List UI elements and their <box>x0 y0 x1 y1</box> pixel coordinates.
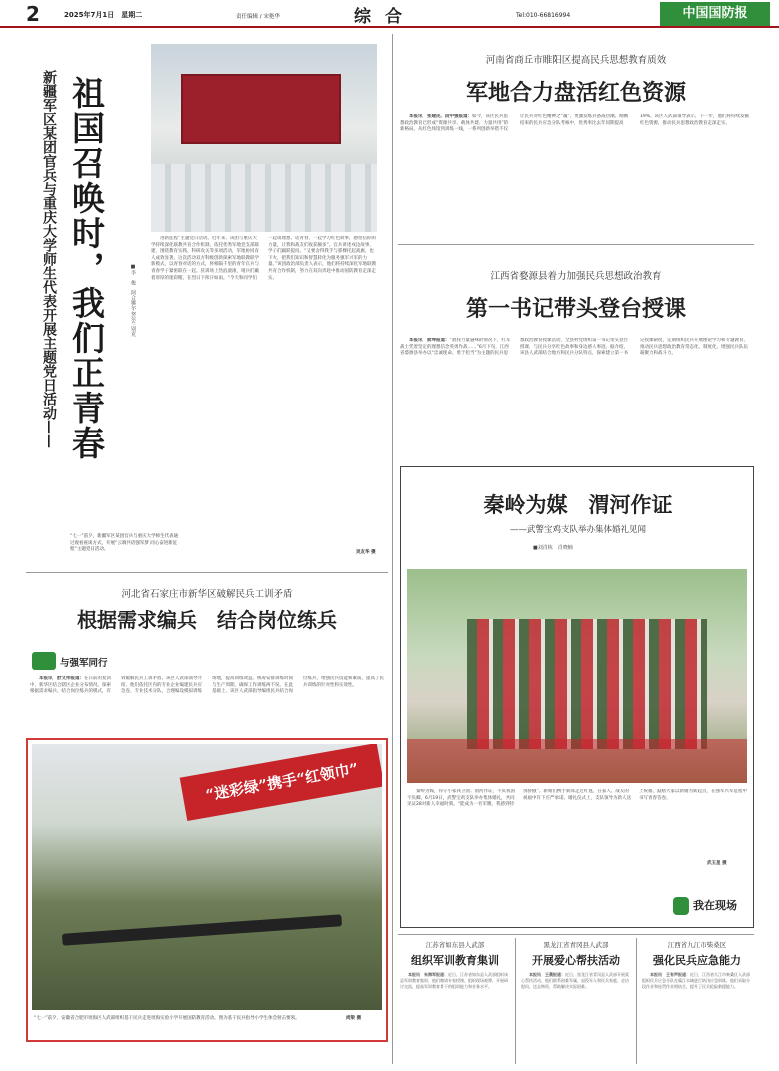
hdivider-3 <box>398 934 754 935</box>
brief-0 <box>398 938 512 1064</box>
article-left-3 <box>26 574 388 734</box>
lead-headline: 祖国召唤时，我们正青春 <box>67 76 106 461</box>
brief-2 <box>640 938 754 1064</box>
stage-screen <box>181 74 341 144</box>
brief-1 <box>519 938 633 1064</box>
article-left-3-body <box>30 676 386 734</box>
badge-logo-icon <box>32 652 56 670</box>
article-left-3-headline: 根据需求编兵 结合岗位练兵 <box>77 608 337 632</box>
photo-left-4-credit: 尚梁 摄 <box>346 1016 362 1021</box>
photo-story-box <box>26 738 388 1042</box>
couples-group <box>467 619 707 749</box>
article-right-1-text: 如今，该区民兵思想政治教育已形成“资源共享、载体共建、力量共用”的新格局。从红色场馆到训练一线，一系列创新举措不仅让民兵对红色精神之“魂”、更激发练兵备战热潮。刚刚结束的民兵应急分队考核中，优秀率比去年同期提高19%。该区人武部领导表示，下一步，他们将持续发掘红色资源，推动民兵思想政治教育走深走实。 <box>400 114 749 133</box>
training-photo <box>32 744 382 1010</box>
page-number: 2 <box>26 2 40 26</box>
article-right-1 <box>398 34 754 244</box>
vdivider-b2 <box>636 938 637 1064</box>
brief-1-body <box>521 972 631 1062</box>
article-right-1-byline: 本报讯 张建民、段中强报道： <box>409 114 472 119</box>
lead-photo-credit: 吴友华 摄 <box>356 550 376 555</box>
corner-badge <box>667 891 753 921</box>
brief-2-text: 近日，江西省九江市柴桑区人武部组织民兵应急分队在赣江水域进行防汛应急训练，他们采取分段作业和连贯作业相结合，提升了民兵抢险救援能力。 <box>642 972 750 989</box>
brief-0-body <box>400 972 510 1062</box>
photo-banner <box>180 744 382 821</box>
vdivider-b1 <box>515 938 516 1064</box>
issue-date: 2025年7月1日 星期二 <box>64 11 143 19</box>
article-right-2-kicker: 江西省婺源县着力加强民兵思想政治教育 <box>490 271 662 282</box>
article-left-3-byline: 本报讯 舒文伟报道： <box>39 676 84 681</box>
lead-body: 进新征程”主题党日活动。近年来，该团与重庆大学持续深化联教共育合作机制，依托优秀军地党支部联建，围绕教育实践、科研攻关等多项活动，军地协同育人成效显著。这次活动双方科级创新探索军地联教联学新模式，以青春对话的方式，将相隔千里的青年官兵与青春学子紧密联在一起。驻训场上热浪滚滚，哨兵们戴着厚厚的迷彩帽，在烈日下挥汗如雨。“今天和同学们一起谈理想、话青春，一起学习红色故事，感悟信仰的力量，让我和战友们收获颇多”。官兵讲述戍边故事，学子们踊跃提问。“又要舍得我手与那棵托起战旗，也下火，把我们知识和智慧转化为服务强军兴军的力量。”该团政治部负责人表示，他们将持续深化军地联教共育合作机制，努力在双向奔赴中推动国防教育走深走实。 <box>151 236 377 281</box>
article-left-3-kicker: 河北省石家庄市新华区破解民兵工训矛盾 <box>121 589 293 600</box>
feature-headline: 秦岭为媒 渭河作证 <box>483 492 673 517</box>
badge-label: 与强军同行 <box>60 658 108 669</box>
feature-body: 秦岭为媒，你守小家我卫国；渭河作证，不负我国不负卿。6月19日，武警宝鸡支队举办集体婚礼，共同见证28对新人幸福时刻。“能成为一名军嫂，我感到特别骄傲”。新娘们携手新郎走过红毯，在家人、战友的祝福中许下庄严承诺。婚礼仪式上，支队领导为新人送上祝福，鼓励大家以新婚为新起点，在强军兴军征程中书写青春答卷。 <box>407 789 747 808</box>
article-left-3-text: 在日前的复训中，新华区结合辖区企业分布情况，探索根据需求编兵、结合岗位练兵的模式，有效破解民兵工训矛盾。该区人武部领导介绍，他们依托区内的专业企业编建民兵应急连、专业技术分队，合理编设模拟训练场地，提高训练效益。统筹安排训练时间与生产周期，确保工作训练两不误。在此基础上，该区人武部指导编组民兵结合岗位练兵，增强民兵技能和素质，提高了民兵训练的针对性和实效性。 <box>30 676 384 695</box>
article-right-1-kicker: 河南省商丘市睢阳区提高民兵思想教育质效 <box>485 55 667 66</box>
brief-2-byline: 本报讯 王有声报道： <box>650 972 690 977</box>
rifle-shape <box>62 914 342 946</box>
hdivider-1 <box>398 244 754 245</box>
phone-number: Tel:010-66816994 <box>516 12 571 19</box>
article-right-2-headline: 第一书记带头登台授课 <box>465 296 686 322</box>
brief-1-byline: 本报讯 王晨报道： <box>529 972 565 977</box>
article-right-1-headline: 军地合力盘活红色资源 <box>465 80 686 106</box>
red-carpet <box>407 739 747 783</box>
feature-photo <box>407 569 747 783</box>
photo-left-4-caption: “七一”前夕，安徽省合肥市瑶海区人武部组织基干民兵走进瑶海实验小学开展国防教育活动。图为基干民兵指导小学生体会射击要领。 <box>34 1016 300 1021</box>
feature-subtitle: ——武警宝鸡支队举办集体婚礼见闻 <box>509 525 646 535</box>
editor-credit: 责任编辑 / 宋艳华 <box>236 14 280 20</box>
lead-photo <box>151 44 377 232</box>
article-right-1-body <box>400 114 752 254</box>
brief-2-kicker: 江西省九江市柴桑区 <box>667 941 727 949</box>
hdivider-2 <box>26 572 388 573</box>
article-right-2-byline: 本报讯 俞坤报道： <box>409 338 450 343</box>
brief-1-text: 近日，黑龙江省青冈县人武部开展爱心帮扶活动，他们联系困难军属、退役军人和民兵家庭，走访慰问、送去物资，帮助解决实际困难。 <box>521 972 629 989</box>
lead-side-title: 新疆军区某团官兵与重庆大学师生代表开展主题党日活动—— <box>41 70 57 448</box>
brief-2-headline: 强化民兵应急能力 <box>653 954 741 967</box>
lead-byline: ■李 俊 阿合娜尔·努尔兰别克 <box>130 264 136 337</box>
badge-icon <box>673 897 689 915</box>
newspaper-logo: 中国国防报 <box>660 2 770 26</box>
brief-0-byline: 本报讯 朱海军报道： <box>408 972 448 977</box>
article-left-3-badge <box>32 650 116 672</box>
brief-0-text: 近日，江苏省如东县人武部组织该县军训教育集训，他们邀请专家授课、组织现场观摩、开展研讨交流，提高军训教育骨干的组训能力和业务水平。 <box>400 972 508 989</box>
column-divider <box>392 34 393 1064</box>
lead-article <box>26 36 388 566</box>
article-right-2 <box>398 250 754 460</box>
feature-photo-credit: 武玉星 摄 <box>707 861 727 866</box>
lead-photo-caption: “七一”前夕，新疆军区某团官兵与重庆大学师生代表通过观看座谈方式，开展“云端共话强军梦 同心奋进新征程”主题党日活动。 <box>70 534 179 552</box>
section-title: 综合 <box>354 7 416 27</box>
brief-0-kicker: 江苏省如东县人武部 <box>425 941 485 949</box>
brief-1-headline: 开展爱心帮扶活动 <box>532 954 620 967</box>
corner-badge-label: 我在现场 <box>693 899 737 912</box>
page-header <box>0 0 779 28</box>
feature-box <box>400 466 754 928</box>
brief-0-headline: 组织军训教育集训 <box>411 954 499 967</box>
feature-byline: ■刘肖栋 肖晓楠 <box>533 545 573 551</box>
article-right-2-body <box>400 338 752 454</box>
article-right-2-text: “敌我力量悬殊的情况下，红军战士凭着坚定的理想信念英勇作战……”6月下旬，江西省婺源县举办以“忠诚使命、勇于担当”为主题的民兵思想政治教育授课活动，全县村党组织第一书记带头登台授课，与民兵分享红色故事和身边感人事迹。据介绍，该县人武部结合地方和民兵分队特点，探索建立第一书记授课制度，定期组织民兵开展理论学习和专题教育，推动民兵思想政治教育常态化、制度化，增强民兵队伍凝聚力和战斗力。 <box>400 338 748 357</box>
photo-banner-text: “迷彩绿”携手“红领巾” <box>204 759 360 805</box>
audience-rows <box>151 164 377 232</box>
brief-1-kicker: 黑龙江省青冈县人武部 <box>543 941 609 949</box>
brief-2-body <box>642 972 752 1062</box>
